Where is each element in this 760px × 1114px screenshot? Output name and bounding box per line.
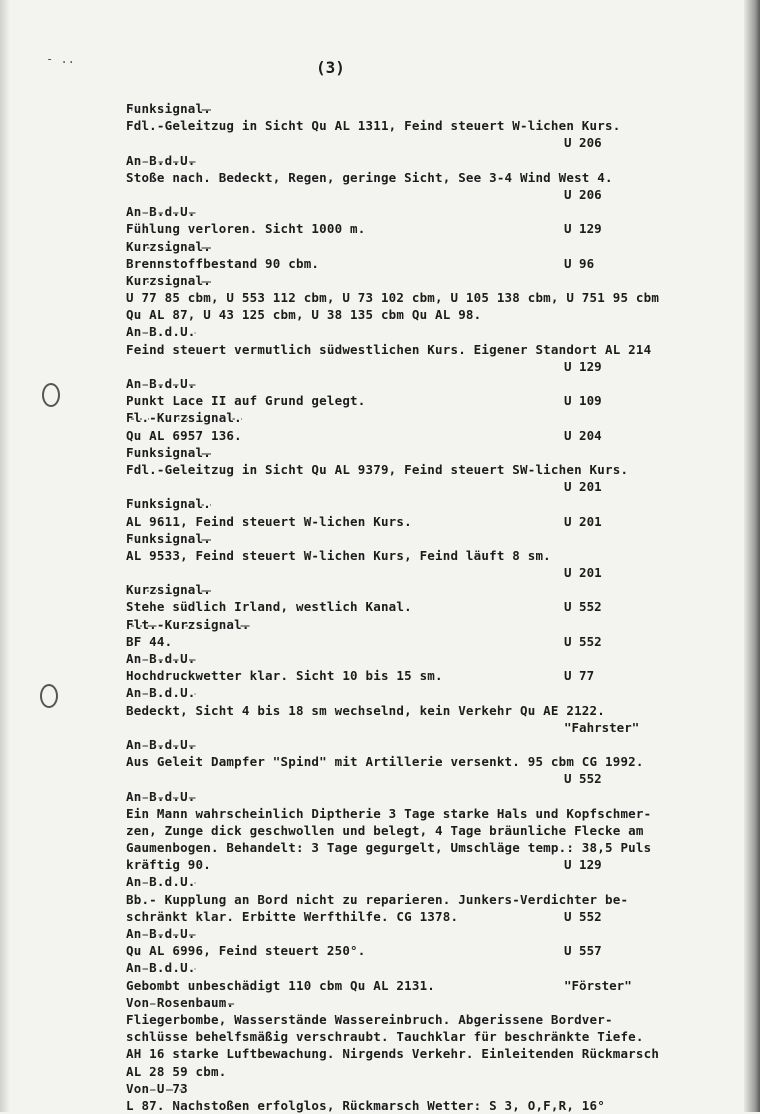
entry-text-line: AL 9611, Feind steuert W-lichen Kurs.	[126, 513, 412, 529]
entry-heading: An B.d.U.	[126, 788, 196, 804]
reference-row	[126, 134, 752, 151]
entry-heading: An B.d.U.	[126, 874, 196, 890]
entry-heading: An B.d.U.	[126, 152, 196, 168]
log-entry	[126, 1080, 752, 1114]
log-entry	[126, 650, 752, 684]
reference-row	[126, 478, 752, 495]
log-entries	[126, 100, 752, 1114]
sender-reference: U 96	[564, 255, 595, 271]
log-entry	[126, 530, 752, 582]
entry-text-line: L 87. Nachstoßen erfolglos, Rückmarsch Wetter: S 3, O,F,R, 16°	[126, 1097, 605, 1113]
entry-text-line: kräftig 90.	[126, 857, 211, 873]
log-entry	[126, 616, 752, 650]
sender-reference: "Fahrster"	[564, 719, 640, 735]
entry-text-line: BF 44.	[126, 633, 173, 649]
entry-heading: An B.d.U.	[126, 376, 196, 391]
entry-text-line: Punkt Lace II auf Grund gelegt.	[126, 393, 366, 409]
sender-reference: U 552	[564, 599, 602, 615]
entry-heading: An B.d.U.	[126, 324, 196, 340]
entry-text-line: AH 16 starke Luftbewachung. Nirgends Verkehr. Einleitenden Rückmarsch	[126, 1046, 660, 1062]
sender-reference: U 201	[564, 479, 602, 495]
entry-heading: An B.d.U.	[126, 651, 196, 666]
entry-heading: Von Rosenbaum.	[126, 994, 235, 1010]
reference-row	[126, 719, 752, 736]
entry-text-line: zen, Zunge dick geschwollen und belegt, 4 Tage bräunliche Flecke am	[126, 822, 644, 838]
entry-text-line: Ein Mann wahrscheinlich Diptherie 3 Tage starke Hals und Kopfschmer-	[126, 805, 652, 821]
sender-reference: U 129	[564, 221, 602, 237]
entry-heading: Funksignal.	[126, 496, 211, 512]
entry-heading: An B.d.U.	[126, 204, 196, 220]
entry-text-line: Stehe südlich Irland, westlich Kanal.	[126, 599, 412, 615]
entry-heading: Von U 73	[126, 1080, 188, 1096]
log-entry	[126, 444, 752, 496]
sender-reference: U 557	[564, 943, 602, 959]
entry-text-line: Feind steuert vermutlich südwestlichen Kurs. Eigener Standort AL 214	[126, 341, 652, 357]
log-entry	[126, 736, 752, 788]
reference-row	[126, 564, 752, 581]
sender-reference: U 206	[564, 186, 602, 202]
entry-text-line: Qu AL 6957 136.	[126, 427, 242, 443]
log-entry	[126, 684, 752, 736]
entry-heading: An B.d.U.	[126, 736, 196, 752]
entry-text-line: schränkt klar. Erbitte Werfthilfe. CG 1378.	[126, 908, 459, 924]
entry-text-line: Qu AL 87, U 43 125 cbm, U 38 135 cbm Qu AL 98.	[126, 307, 482, 323]
sender-reference: U 204	[564, 427, 602, 443]
sender-reference: U 552	[564, 633, 602, 649]
entry-heading: An B.d.U.	[126, 960, 196, 976]
entry-text-line: Bb.- Kupplung an Bord nicht zu reparieren. Junkers-Verdichter be-	[126, 891, 629, 907]
entry-heading: Fl.-Kurzsignal.	[126, 410, 242, 426]
entry-text-line: schlüsse behelfsmäßig verschraubt. Tauchklar für beschränkte Tiefe.	[126, 1029, 644, 1045]
log-entry	[126, 323, 752, 375]
punch-hole-icon	[42, 383, 60, 407]
log-entry	[126, 152, 752, 204]
entry-text-line: Gaumenbogen. Behandelt: 3 Tage gegurgelt, Umschläge temp.: 38,5 Puls	[126, 840, 652, 856]
entry-text-line: Qu AL 6996, Feind steuert 250°.	[126, 943, 366, 959]
entry-heading: Funksignal.	[126, 444, 211, 460]
log-entry	[126, 375, 752, 409]
entry-text-line: Stoße nach. Bedeckt, Regen, geringe Sicht, See 3-4 Wind West 4.	[126, 169, 613, 185]
entry-text-line: Bedeckt, Sicht 4 bis 18 sm wechselnd, kein Verkehr Qu AE 2122.	[126, 702, 605, 718]
log-entry	[126, 994, 752, 1080]
log-entry	[126, 238, 752, 272]
entry-heading: Funksignal.	[126, 530, 211, 546]
entry-heading: An B.d.U.	[126, 926, 196, 941]
sender-reference: U 201	[564, 513, 602, 529]
punch-hole-icon	[40, 684, 58, 708]
entry-text-line: Aus Geleit Dampfer "Spind" mit Artillerie versenkt. 95 cbm CG 1992.	[126, 754, 644, 770]
entry-heading: Kurzsignal.	[126, 582, 211, 598]
log-entry	[126, 495, 752, 529]
sender-reference: U 109	[564, 393, 602, 409]
log-entry	[126, 873, 752, 925]
log-entry	[126, 959, 752, 993]
reference-row	[126, 186, 752, 203]
entry-text-line: Fliegerbombe, Wasserstände Wassereinbruch. Abgerissene Bordver-	[126, 1011, 613, 1027]
entry-text-line: Gebombt unbeschädigt 110 cbm Qu AL 2131.	[126, 977, 436, 993]
sender-reference: U 552	[564, 771, 602, 787]
log-entry	[126, 581, 752, 615]
entry-text-line: Hochdruckwetter klar. Sicht 10 bis 15 sm.	[126, 668, 443, 684]
log-entry	[126, 409, 752, 443]
entry-text-line: Brennstoffbestand 90 cbm.	[126, 255, 320, 271]
sender-reference: U 129	[564, 857, 602, 873]
page-number: (3)	[316, 58, 345, 77]
log-entry	[126, 203, 752, 237]
sender-reference: U 206	[564, 135, 602, 151]
entry-text-line: AL 9533, Feind steuert W-lichen Kurs, Feind läuft 8 sm.	[126, 547, 551, 563]
entry-text-line: Fühlung verloren. Sicht 1000 m.	[126, 221, 366, 237]
entry-text-line: U 77 85 cbm, U 553 112 cbm, U 73 102 cbm, U 105 138 cbm, U 751 95 cbm	[126, 290, 660, 306]
entry-heading: Flt.-Kurzsignal.	[126, 616, 250, 632]
log-entry	[126, 925, 752, 959]
entry-heading: Funksignal.	[126, 101, 211, 116]
reference-row	[126, 358, 752, 375]
log-entry	[126, 788, 752, 874]
paper-left-edge	[0, 0, 10, 1112]
sender-reference: "Förster"	[564, 977, 632, 993]
entry-heading: Kurzsignal.	[126, 272, 211, 288]
sender-reference: U 77	[564, 668, 595, 684]
corner-mark: - ..	[46, 52, 75, 66]
sender-reference: U 552	[564, 908, 602, 924]
log-entry	[126, 100, 752, 152]
entry-text-line: Fdl.-Geleitzug in Sicht Qu AL 1311, Feind steuert W-lichen Kurs.	[126, 118, 621, 134]
entry-heading: An B.d.U.	[126, 685, 196, 701]
sender-reference: U 129	[564, 358, 602, 374]
sender-reference: U 201	[564, 565, 602, 581]
entry-text-line: Fdl.-Geleitzug in Sicht Qu AL 9379, Feind steuert SW-lichen Kurs.	[126, 461, 629, 477]
log-entry	[126, 272, 752, 324]
entry-text-line: AL 28 59 cbm.	[126, 1063, 227, 1079]
entry-heading: Kurzsignal.	[126, 238, 211, 254]
reference-row	[126, 770, 752, 787]
